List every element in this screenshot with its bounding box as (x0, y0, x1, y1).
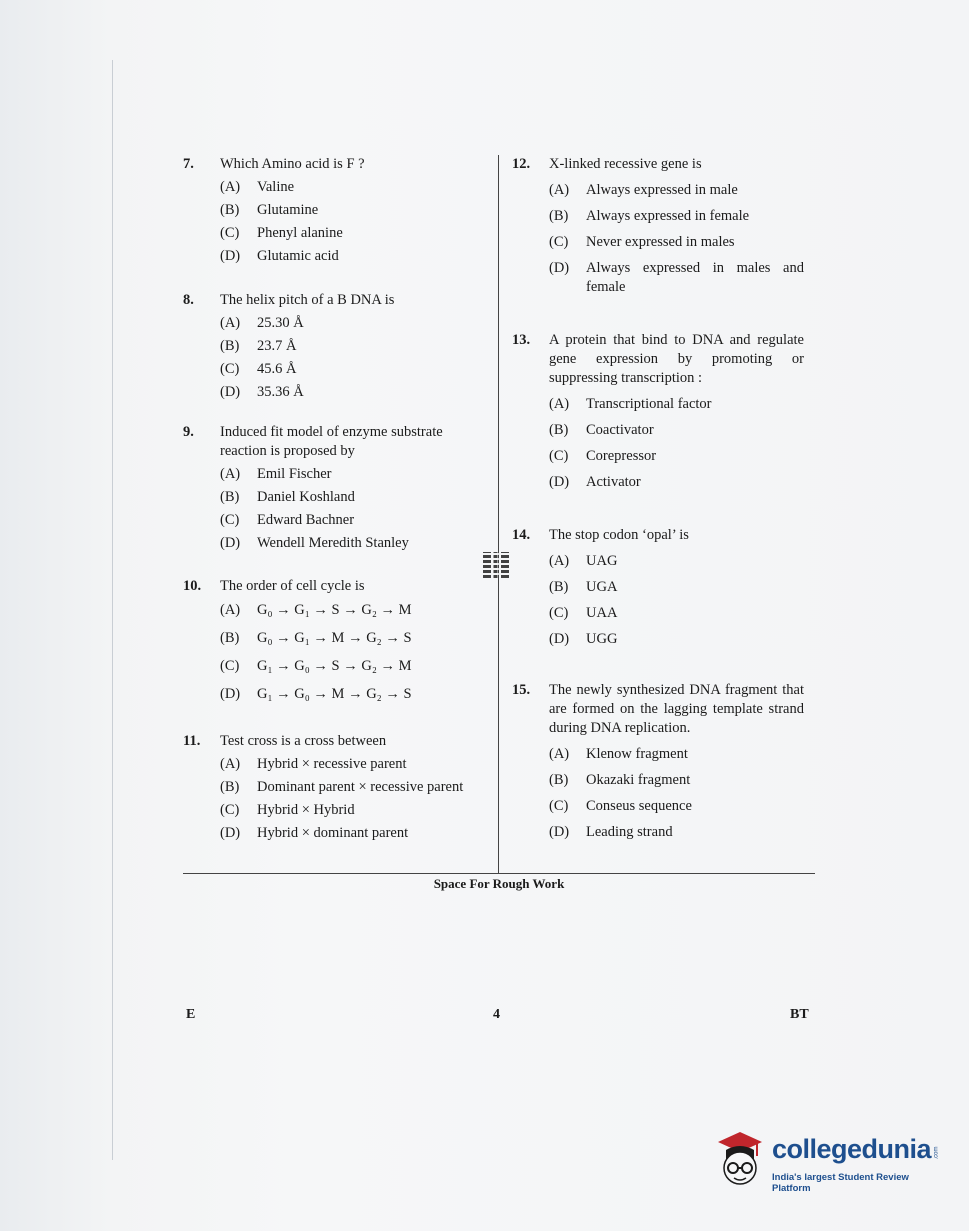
option-label: (C) (220, 225, 240, 241)
question-text: The newly synthesized DNA fragment that are formed on the lagging template strand during DNA replication. (549, 682, 804, 736)
question-text: Induced fit model of enzyme substrate reaction is proposed by (220, 424, 443, 459)
option-label: (C) (220, 658, 240, 674)
option (549, 578, 804, 597)
footer-series: E (186, 1007, 196, 1022)
question-number: 15. (512, 682, 531, 698)
option-text: Hybrid × dominant parent (257, 825, 409, 841)
option-label: (D) (220, 535, 241, 551)
option-label: (D) (220, 248, 241, 264)
brand-suffix: .com (933, 1146, 940, 1160)
option-label: (A) (549, 746, 570, 762)
brand-tagline: India's largest Student Review Platform (772, 1172, 909, 1194)
option (220, 778, 478, 797)
option-label: (D) (549, 474, 570, 490)
option-text: Emil Fischer (257, 466, 332, 482)
option-text: G₀ → G₁ → M → G₂ → S (257, 630, 412, 646)
option-text: Daniel Koshland (257, 489, 355, 505)
option-text: Never expressed in males (586, 234, 735, 250)
option-label: (C) (220, 802, 240, 818)
option-label: (A) (220, 466, 241, 482)
option-text: UAA (586, 605, 618, 621)
qr-code-icon (483, 552, 509, 578)
option (220, 337, 478, 356)
footer-subject-code: BT (790, 1007, 809, 1022)
option-label: (C) (549, 448, 569, 464)
option-label: (B) (549, 422, 569, 438)
option (549, 473, 804, 492)
option (220, 534, 478, 553)
question-text: The stop codon ‘opal’ is (549, 527, 689, 543)
option (220, 511, 478, 530)
brand-logo (712, 1128, 942, 1194)
option-label: (D) (549, 824, 570, 840)
option-text: Always expressed in male (586, 182, 738, 198)
rough-work-label: Space For Rough Work (433, 876, 565, 891)
option (220, 465, 478, 484)
option (549, 771, 804, 790)
option (220, 755, 478, 774)
option (220, 224, 478, 243)
option-text: Always expressed in males and female (586, 260, 804, 295)
option-text: Activator (586, 474, 641, 490)
option (220, 801, 478, 820)
option (549, 823, 804, 842)
option (220, 178, 478, 197)
option-label: (B) (220, 779, 240, 795)
option (549, 233, 804, 252)
option (220, 201, 478, 220)
option-text: Hybrid × Hybrid (257, 802, 355, 818)
option-label: (A) (220, 315, 241, 331)
option-text: Always expressed in female (586, 208, 750, 224)
question-7 (183, 155, 478, 266)
option (220, 383, 478, 402)
option-text: Glutamic acid (257, 248, 339, 264)
option-text: 25.30 Å (257, 315, 304, 331)
option-label: (C) (220, 512, 240, 528)
option-label: (D) (220, 686, 241, 702)
option-text: Phenyl alanine (257, 225, 343, 241)
option (549, 552, 804, 571)
question-12 (512, 155, 804, 297)
option-text: Hybrid × recessive parent (257, 756, 407, 772)
option-text: Transcriptional factor (586, 396, 712, 412)
option (220, 657, 478, 676)
question-number: 10. (183, 578, 202, 594)
option-text: 45.6 Å (257, 361, 297, 377)
question-number: 11. (183, 733, 201, 749)
option-text: Glutamine (257, 202, 319, 218)
option-label: (B) (549, 208, 569, 224)
option-label: (A) (549, 553, 570, 569)
option-text: UGG (586, 631, 618, 647)
option-label: (A) (220, 179, 241, 195)
question-number: 14. (512, 527, 531, 543)
option (220, 685, 478, 704)
option (549, 745, 804, 764)
option (549, 207, 804, 226)
option-label: (C) (220, 361, 240, 377)
question-text: Test cross is a cross between (220, 733, 387, 749)
option-label: (B) (220, 202, 240, 218)
option-text: Klenow fragment (586, 746, 688, 762)
option (549, 421, 804, 440)
question-text: The helix pitch of a B DNA is (220, 292, 395, 308)
option-label: (B) (549, 772, 569, 788)
question-number: 9. (183, 424, 194, 440)
option-text: G₀ → G₁ → S → G₂ → M (257, 602, 412, 618)
footer-page-number: 4 (493, 1007, 500, 1022)
option-label: (D) (549, 260, 570, 276)
option (220, 488, 478, 507)
option-text: Wendell Meredith Stanley (257, 535, 409, 551)
question-11 (183, 732, 478, 843)
column-divider (498, 155, 499, 873)
question-number: 12. (512, 156, 531, 172)
option (220, 601, 478, 620)
question-15 (512, 681, 804, 842)
option-label: (B) (220, 338, 240, 354)
option-text: Okazaki fragment (586, 772, 691, 788)
option-label: (A) (549, 182, 570, 198)
option-label: (B) (549, 579, 569, 595)
question-text: Which Amino acid is F ? (220, 156, 365, 172)
option-label: (B) (220, 489, 240, 505)
option-label: (C) (549, 605, 569, 621)
option-text: Conseus sequence (586, 798, 692, 814)
question-text: X-linked recessive gene is (549, 156, 702, 172)
option-label: (D) (549, 631, 570, 647)
question-text: The order of cell cycle is (220, 578, 365, 594)
option-label: (D) (220, 384, 241, 400)
option (220, 360, 478, 379)
option-text: G₁ → G₀ → S → G₂ → M (257, 658, 412, 674)
question-8 (183, 291, 478, 402)
rough-work-divider (183, 873, 815, 874)
option (549, 630, 804, 649)
question-9 (183, 423, 478, 553)
question-text: A protein that bind to DNA and regulate gene expression by promoting or suppressing transcription : (549, 332, 804, 386)
option (220, 314, 478, 333)
question-14 (512, 526, 804, 649)
option-label: (C) (549, 798, 569, 814)
option (549, 181, 804, 200)
question-number: 7. (183, 156, 194, 172)
option (549, 447, 804, 466)
option-label: (B) (220, 630, 240, 646)
option-text: Coactivator (586, 422, 654, 438)
option-text: Leading strand (586, 824, 673, 840)
option (220, 247, 478, 266)
option-text: G₁ → G₀ → M → G₂ → S (257, 686, 412, 702)
option-label: (A) (549, 396, 570, 412)
option-text: Dominant parent × recessive parent (257, 779, 464, 795)
page-fold-line (112, 60, 113, 1160)
option-text: UAG (586, 553, 618, 569)
option-label: (A) (220, 756, 241, 772)
option-text: Corepressor (586, 448, 657, 464)
option (549, 604, 804, 623)
option-text: 35.36 Å (257, 384, 304, 400)
option-label: (A) (220, 602, 241, 618)
question-number: 8. (183, 292, 194, 308)
option (549, 395, 804, 414)
brand-name: collegedunia (772, 1134, 932, 1164)
question-13 (512, 331, 804, 492)
question-number: 13. (512, 332, 531, 348)
option (220, 629, 478, 648)
option-text: Valine (257, 179, 295, 195)
option-text: 23.7 Å (257, 338, 297, 354)
question-10 (183, 577, 478, 704)
option (549, 259, 804, 297)
option-text: Edward Bachner (257, 512, 355, 528)
option-text: UGA (586, 579, 618, 595)
option (549, 797, 804, 816)
graduate-mascot-icon (712, 1128, 768, 1188)
option-label: (D) (220, 825, 241, 841)
option (220, 824, 478, 843)
option-label: (C) (549, 234, 569, 250)
